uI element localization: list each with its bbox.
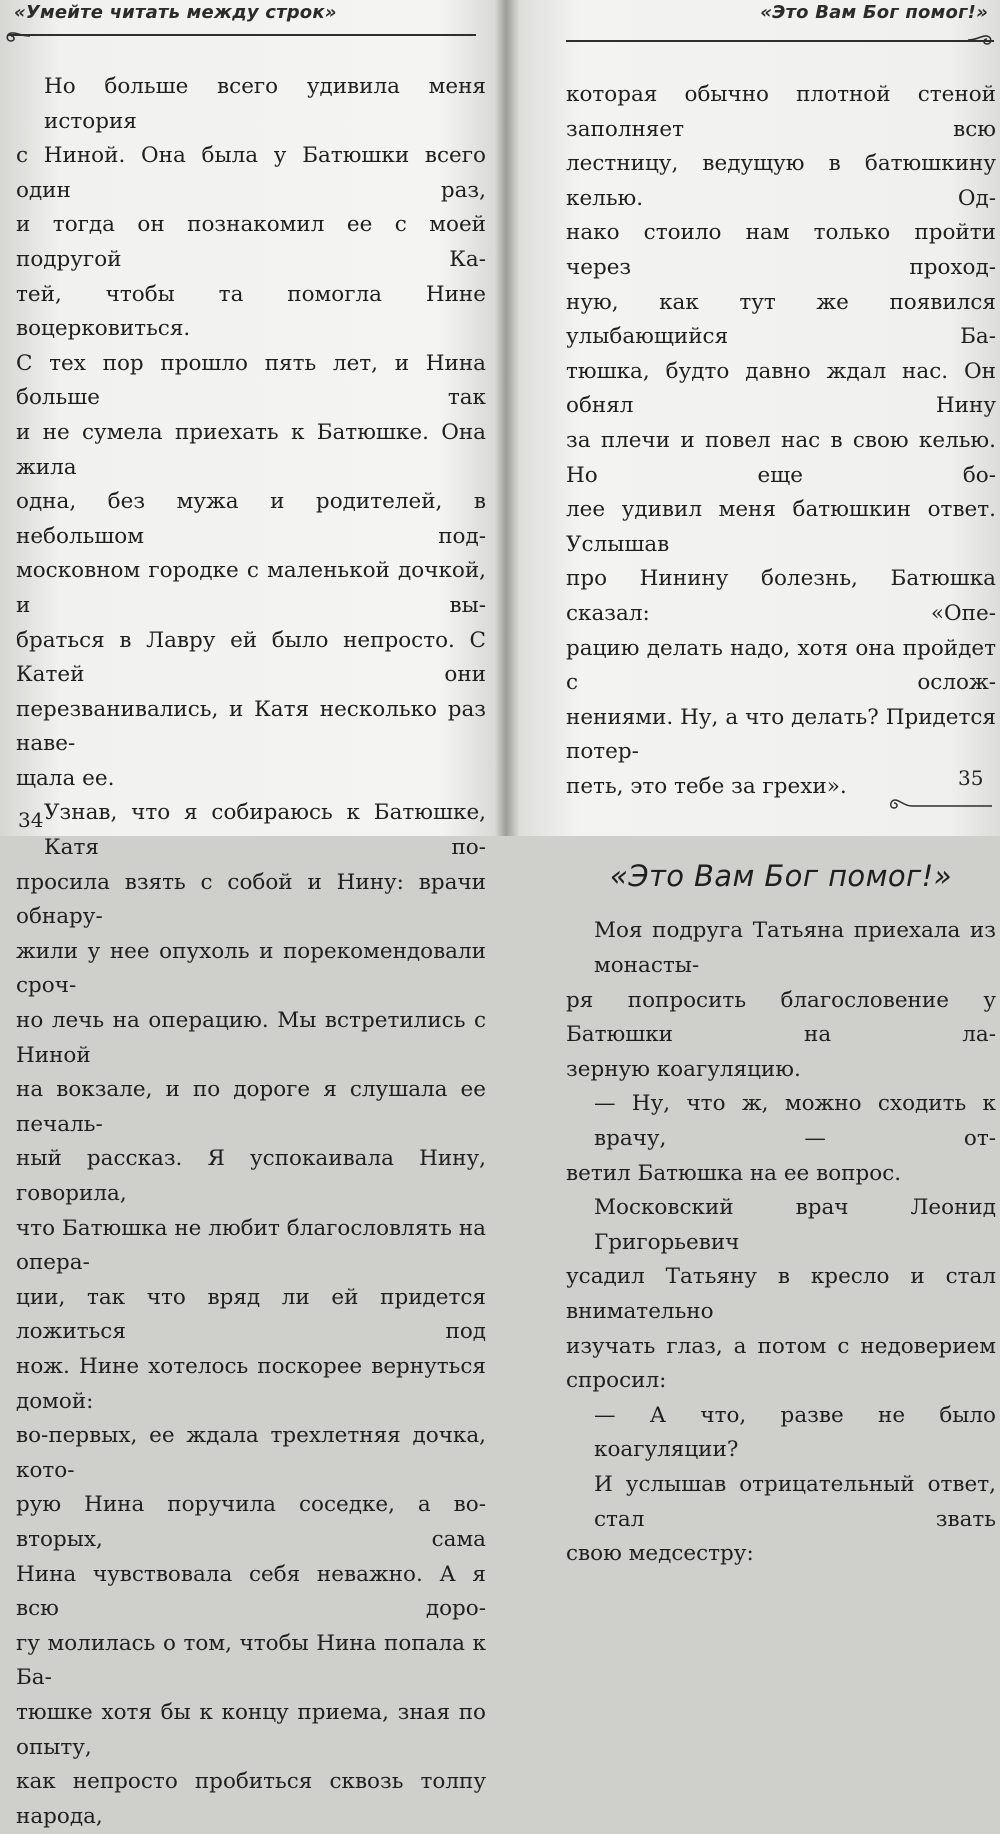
text-line: рую Нина поручила соседке, а во-вторых, сама (16, 1492, 486, 1552)
header-rule-right (566, 40, 994, 44)
text-line: что Батюшка не любит благословлять на опера- (16, 1215, 486, 1276)
text-line: петь, это тебе за грехи». (566, 773, 847, 799)
text-line: просила взять с собой и Нину: врачи обнару- (16, 869, 486, 930)
page-number-right: 35 (958, 766, 984, 790)
text-line: ную, как тут же появился улыбающийся Ба- (566, 289, 996, 350)
text-line: тей, чтобы та помогла Нине воцерковиться. (16, 281, 486, 342)
right-page (510, 0, 1000, 1567)
text-line: — Ну, что ж, можно сходить к врачу, — от- (594, 1091, 996, 1152)
page-number-left: 34 (18, 808, 44, 832)
text-line: нож. Нине хотелось поскорее вернуться домой: (16, 1353, 486, 1414)
left-body-text (16, 70, 486, 1834)
text-line: с Ниной. Она была у Батюшки всего один раз, (16, 143, 486, 203)
text-line: которая обычно плотной стеной заполняет всю (566, 82, 996, 142)
text-line: тюшка, будто давно ждал нас. Он обнял Нину (566, 358, 996, 419)
text-line: как непросто пробиться сквозь толпу народа, (16, 1769, 486, 1829)
text-line: гу молилась о том, чтобы Нина попала к Ба- (16, 1630, 486, 1691)
text-line: нако стоило нам только пройти через проход- (566, 220, 996, 280)
text-line: про Нинину болезнь, Батюшка сказал: «Опе- (566, 566, 996, 626)
text-line: перезванивались, и Катя несколько раз наве- (16, 696, 486, 757)
flourish-ornament-icon (2, 30, 32, 46)
text-line: и не сумела приехать к Батюшке. Она жила (16, 419, 486, 480)
text-line: Но больше всего удивила меня история (44, 74, 486, 134)
flourish-ornament-icon (966, 32, 996, 48)
text-line: браться в Лавру ей было непросто. С Катей они (16, 627, 486, 688)
flourish-ornament-icon (882, 794, 994, 812)
text-line: на вокзале, и по дороге я слушала ее печаль- (16, 1077, 486, 1137)
header-rule-left (8, 34, 476, 38)
text-line: Нина чувствовала себя неважно. А я всю доро- (16, 1561, 486, 1622)
text-line: жили у нее опухоль и порекомендовали сроч- (16, 938, 486, 999)
text-line: нениями. Ну, а что делать? Придется потер- (566, 704, 996, 765)
text-line: усадил Татьяну в кресло и стал внимательно (566, 1264, 996, 1324)
text-line: рацию делать надо, хотя она пройдет с ослож- (566, 635, 996, 696)
right-body-text (566, 78, 996, 1572)
text-line: И услышав отрицательный ответ, стал звать (594, 1471, 996, 1532)
running-head-right: «Это Вам Бог помог!» (760, 2, 988, 23)
text-line: ный рассказ. Я успокаивала Нину, говорила, (16, 1146, 486, 1206)
text-line: изучать глаз, а потом с недоверием спросил: (566, 1333, 996, 1394)
section-title: «Это Вам Бог помог!» (610, 859, 952, 894)
text-line: ря попросить благословение у Батюшки на ла- (566, 987, 996, 1048)
text-line: ции, так что вряд ли ей придется ложиться под (16, 1284, 486, 1345)
text-line: но лечь на операцию. Мы встретились с Ниной (16, 1008, 486, 1068)
text-line: одна, без мужа и родителей, в небольшом под- (16, 489, 486, 549)
text-line: зерную коагуляцию. (566, 1056, 801, 1082)
text-line: московном городке с маленькой дочкой, и вы- (16, 558, 486, 618)
text-line: тюшке хотя бы к концу приема, зная по опыту, (16, 1699, 486, 1760)
text-line: Московский врач Леонид Григорьевич (594, 1195, 996, 1255)
text-line: лее удивил меня батюшкин ответ. Услышав (566, 497, 996, 557)
text-line: ветил Батюшка на ее вопрос. (566, 1160, 902, 1186)
running-head-left: «Умейте читать между строк» (14, 2, 337, 23)
text-line: лестницу, ведущую в батюшкину келью. Од- (566, 151, 996, 211)
text-line: во-первых, ее ждала трехлетняя дочка, кото- (16, 1423, 486, 1483)
text-line: — А что, разве не было коагуляции? (594, 1402, 996, 1463)
text-line: С тех пор прошло пять лет, и Нина больше так (16, 350, 486, 411)
text-line: Моя подруга Татьяна приехала из монасты- (594, 918, 996, 979)
text-line: за плечи и повел нас в свою келью. Но еще бо- (566, 427, 996, 488)
text-line: щала ее. (16, 765, 115, 791)
text-line: Узнав, что я собираюсь к Батюшке, Катя по- (44, 800, 486, 861)
text-line: свою медсестру: (566, 1541, 754, 1567)
text-line: и тогда он познакомил ее с моей подругой Ка- (16, 212, 486, 272)
